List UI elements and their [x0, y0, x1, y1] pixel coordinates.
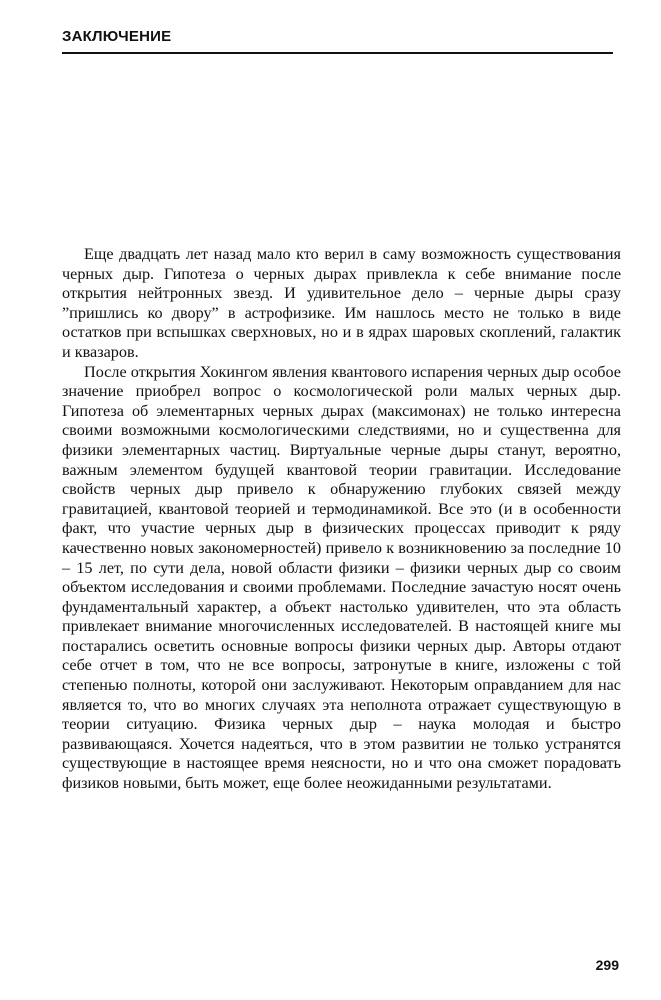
chapter-title: ЗАКЛЮЧЕНИЕ: [62, 28, 172, 45]
paragraph-1: Еще двадцать лет назад мало кто верил в саму возможность существования черных дыр. Гипотеза о черных дырах привлекла к себе внимание после открытия нейтронных звезд. И удивительное дело – черные дыры сразу ”пришлись ко двору” в астрофизике. Им нашлось место не только в виде остатков при вспышках сверхновых, но и в ядрах шаровых скоплений, галактик и квазаров.: [62, 245, 621, 361]
page-number: 299: [595, 957, 619, 973]
paragraph-2: После открытия Хокингом явления квантового испарения черных дыр особое значение приобрел вопрос о космологической роли малых черных дыр. Гипотеза об элементарных черных дырах (максимонах) не только интересна своими возможными космологическими следствиями, но и существенна для физики элементарных частиц. Виртуальные черные дыры станут, вероятно, важным элементом будущей квантовой теории гравитации. Исследование свойств черных дыр привело к обнаружению глубоких связей между гравитацией, квантовой теорией и термодинамикой. Все это (и в особенности факт, что участие черных дыр в физических процессах приводит к ряду качественно новых закономерностей) привело к возникновению за последние 10 – 15 лет, по сути дела, новой области физики – физики черных дыр со своим объектом исследования и своими проблемами. Последние зачастую носят очень фундаментальный характер, а объект настолько удивителен, что эта область привлекает внимание многочисленных исследователей. В настоящей книге мы постарались осветить основные вопросы физики черных дыр. Авторы отдают себе отчет в том, что не все вопросы, затронутые в книге, изложены с той степенью полноты, которой они заслуживают. Некоторым оправданием для нас является то, что во многих случаях эта неполнота отражает существующую в теории ситуацию. Физика черных дыр – наука молодая и быстро развивающаяся. Хочется надеяться, что в этом развитии не только устранятся существующие в настоящее время неясности, но и что она сможет порадовать физиков новыми, быть может, еще более неожиданными результатами.: [62, 362, 621, 793]
body-text: [62, 245, 621, 794]
running-head: [62, 28, 613, 54]
